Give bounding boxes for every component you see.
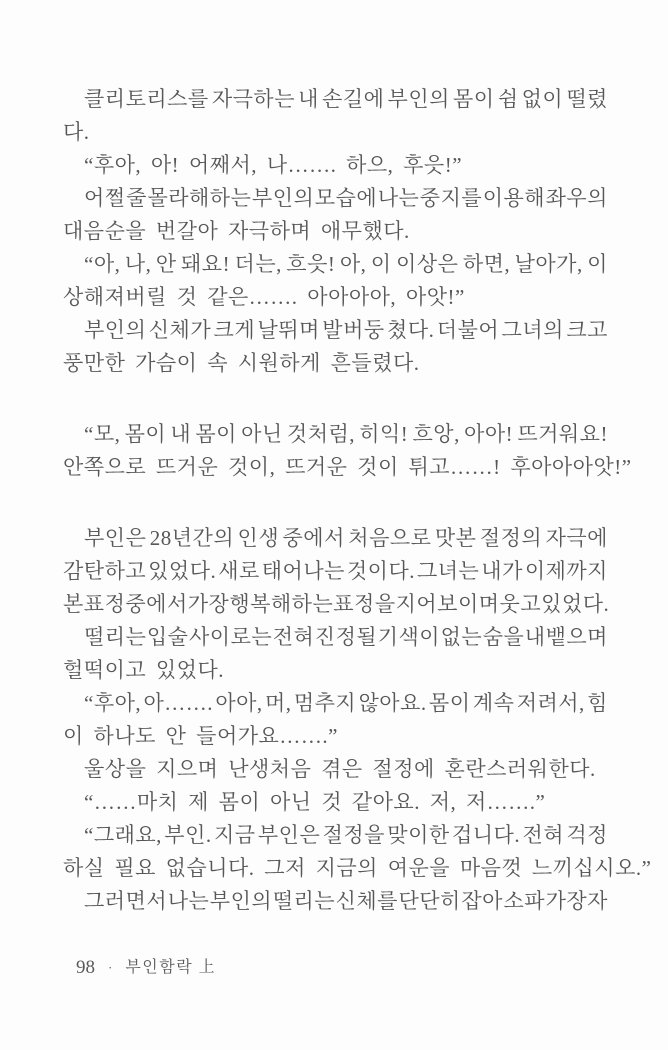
text-line: 부인의 신체가 크게 날뛰며 발버둥 쳤다. 더불어 그녀의 크고 xyxy=(84,318,608,342)
text-line: 클리토리스를 자극하는 내 손길에 부인의 몸이 쉼 없이 떨렸 xyxy=(84,87,608,111)
text-line: 대음순을 번갈아 자극하며 애무했다. xyxy=(63,219,410,243)
text-line: 이 하나도 안 들어가요…….” xyxy=(63,724,338,748)
text-line: 하실 필요 없습니다. 그저 지금의 여운을 마음껏 느끼십시오.” xyxy=(63,856,652,880)
blank-line xyxy=(63,380,608,418)
blank-line xyxy=(63,484,608,522)
footer-separator-dot: · xyxy=(108,960,113,975)
text-line: 다. xyxy=(63,120,90,144)
text-line: 풍만한 가슴이 속 시원하게 흔들렸다. xyxy=(63,351,420,375)
text-line: 어쩔 줄 몰라해하는 부인의 모습에 나는 중지를 이용해 좌우의 xyxy=(84,186,608,210)
text-line: 본 표정 중에서 가장 행복해하는 표정을 지어보이며 웃고 있었다. xyxy=(63,592,610,616)
page-number: 98 xyxy=(76,957,95,978)
text-line: 그러면서 나는 부인의 떨리는 신체를 단단히 잡아 소파 가장자 xyxy=(84,889,608,913)
text-line: “아, 나, 안 돼요! 더는, 흐읏! 아, 이 이상은 하면, 날아가, 이 xyxy=(84,252,608,276)
text-line: “모, 몸이 내 몸이 아닌 것처럼, 히익! 흐앙, 아아! 뜨거워요! xyxy=(84,422,608,446)
text-line: 안쪽으로 뜨거운 것이, 뜨거운 것이 튀고……! 후아아아앗!” xyxy=(63,455,632,479)
text-line: 울상을 지으며 난생처음 겪은 절정에 혼란스러워한다. xyxy=(84,757,596,781)
text-line: “후아, 아……. 아아, 머, 멈추지 않아요. 몸이 계속 저려서, 힘 xyxy=(84,691,608,715)
text-line: 떨리는 입술 사이로는 전혀 진정될 기색이 없는 숨을 내뱉으며 xyxy=(84,625,608,649)
text-line: “그래요, 부인. 지금 부인은 절정을 맞이한 겁니다. 전혀 걱정 xyxy=(84,823,608,847)
page-footer xyxy=(76,954,216,982)
text-line: 부인은 28년간의 인생 중에서 처음으로 맛본 절정의 자극에 xyxy=(84,526,608,550)
text-line: 헐떡이고 있었다. xyxy=(63,658,225,682)
text-line: “후아, 아! 어째서, 나……. 하으, 후읏!” xyxy=(84,153,463,177)
text-line: 감탄하고 있었다. 새로 태어나는 것이다. 그녀는 내가 이제까지 xyxy=(63,559,608,583)
text-line: 상해져버릴 것 같은……. 아아아아, 아앗!” xyxy=(63,285,465,309)
text-line: “……마치 제 몸이 아닌 것 같아요. 저, 저…….” xyxy=(84,790,546,814)
book-title: 부인함락 上 xyxy=(125,959,217,976)
body-text xyxy=(63,83,652,918)
